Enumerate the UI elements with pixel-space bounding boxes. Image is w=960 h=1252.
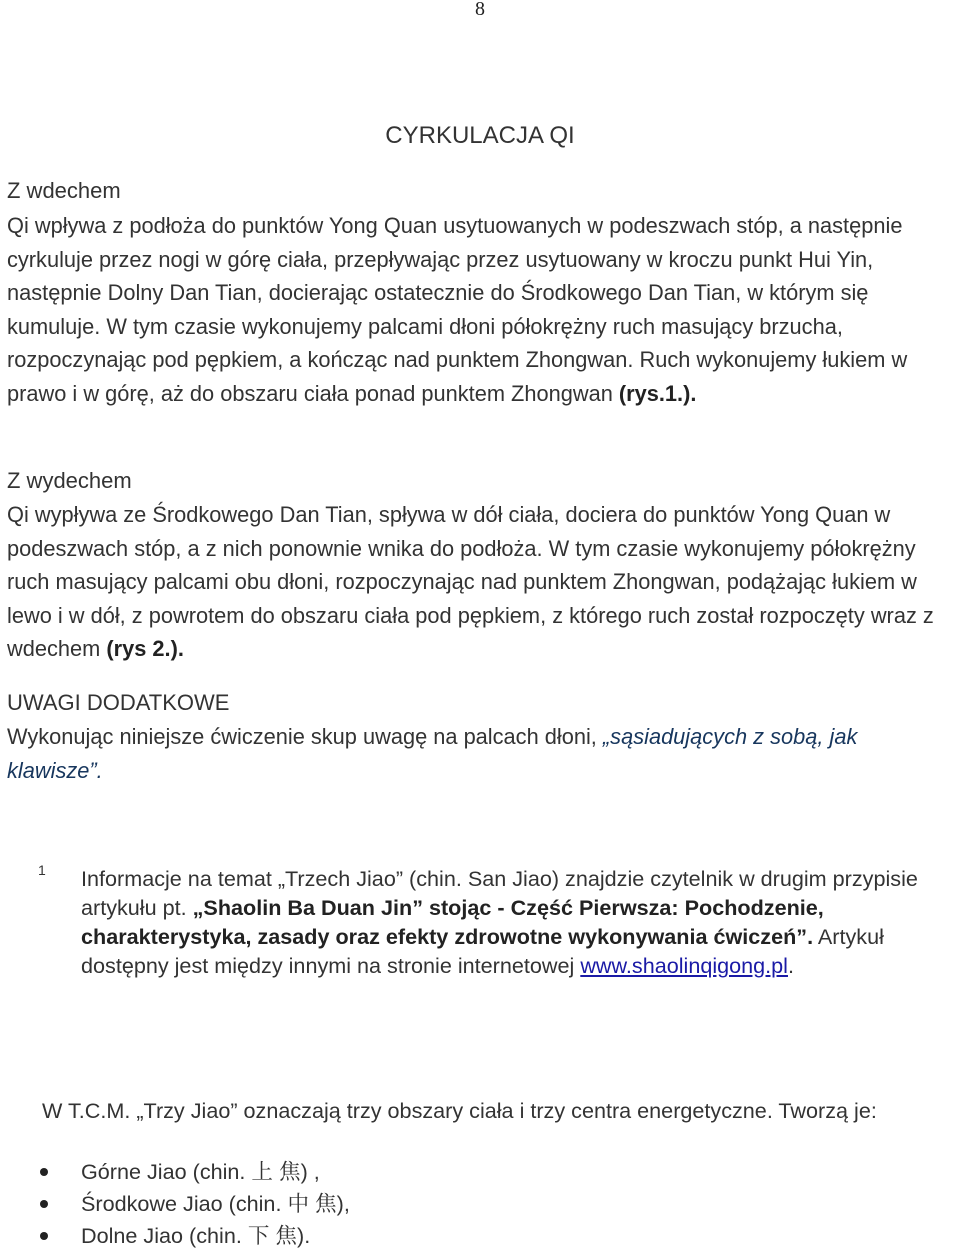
paragraph-inhale xyxy=(7,209,959,411)
paragraph-notes-italic: „sąsiadujących z sobą, jak klawisze”. xyxy=(7,724,858,783)
bullet-icon xyxy=(40,1200,48,1208)
page-title: CYRKULACJA QI xyxy=(385,122,575,149)
list-item xyxy=(0,1220,960,1252)
website-link[interactable]: www.shaolinqigong.pl xyxy=(580,953,788,978)
tcm-note: W T.C.M. „Trzy Jiao” oznaczają trzy obszary ciała i trzy centra energetyczne. Tworzą je: xyxy=(42,1098,877,1123)
paragraph-inhale-text: Qi wpływa z podłoża do punktów Yong Quan usytuowanych w podeszwach stóp, a następnie cyrkuluje przez nogi w górę ciała, przepływając przez usytuowany w kroczu punkt Hui Yin, następnie Dolny Dan Tian, docierając ostatecznie do Środkowego Dan Tian, w którym się kumuluje. W tym czasie wykonujemy palcami dłoni półokrężny ruch masujący brzucha, rozpoczynając pod pępkiem, a kończąc nad punktem Zhongwan. Ruch wykonujemy łukiem w prawo i w górę, aż do obszaru ciała ponad punktem Zhongwan xyxy=(7,213,908,406)
list-item-text: Górne Jiao (chin. 上 焦) , xyxy=(81,1159,320,1184)
jiao-list xyxy=(0,1156,960,1252)
footnote-text-after: Artykuł dostępny jest między innymi na stronie internetowej xyxy=(81,924,884,978)
paragraph-notes xyxy=(7,720,959,787)
footnote-article-title: „Shaolin Ba Duan Jin” stojąc - Część Pierwsza: Pochodzenie, charakterystyka, zasady oraz efekty zdrowotne wykonywania ćwiczeń”. xyxy=(81,895,824,949)
paragraph-notes-text: Wykonując niniejsze ćwiczenie skup uwagę na palcach dłoni, xyxy=(7,724,603,749)
section-heading-notes: UWAGI DODATKOWE xyxy=(7,690,230,715)
list-item-text: Dolne Jiao (chin. 下 焦). xyxy=(81,1223,311,1248)
section-heading-inhale: Z wdechem xyxy=(7,178,121,203)
bullet-icon xyxy=(40,1168,48,1176)
bullet-icon xyxy=(40,1232,48,1240)
footnote-number: 1 xyxy=(38,862,46,878)
list-item xyxy=(0,1188,960,1220)
footnote xyxy=(81,864,959,980)
footnote-text: Informacje na temat „Trzech Jiao” (chin. San Jiao) znajdzie czytelnik w drugim przypisie artykułu pt. xyxy=(81,866,918,920)
figure-ref-1: (rys.1.). xyxy=(618,380,697,406)
paragraph-exhale-text: Qi wypływa ze Środkowego Dan Tian, spływa w dół ciała, dociera do punktów Yong Quan w podeszwach stóp, a z nich ponownie wnika do podłoża. W tym czasie wykonujemy półokrężny ruch masujący palcami obu dłoni, rozpoczynając nad punktem Zhongwan, podążając łukiem w lewo i w dół, z powrotem do obszaru ciała pod pępkiem, z którego ruch został rozpoczęty wraz z wdechem xyxy=(7,502,934,662)
section-heading-exhale: Z wydechem xyxy=(7,468,132,493)
list-item xyxy=(0,1156,960,1188)
list-item-text: Środkowe Jiao (chin. 中 焦), xyxy=(81,1191,350,1216)
figure-ref-2: (rys 2.). xyxy=(106,636,184,662)
page-number: 8 xyxy=(475,0,485,20)
footnote-end: . xyxy=(787,953,794,978)
paragraph-exhale xyxy=(7,498,959,666)
